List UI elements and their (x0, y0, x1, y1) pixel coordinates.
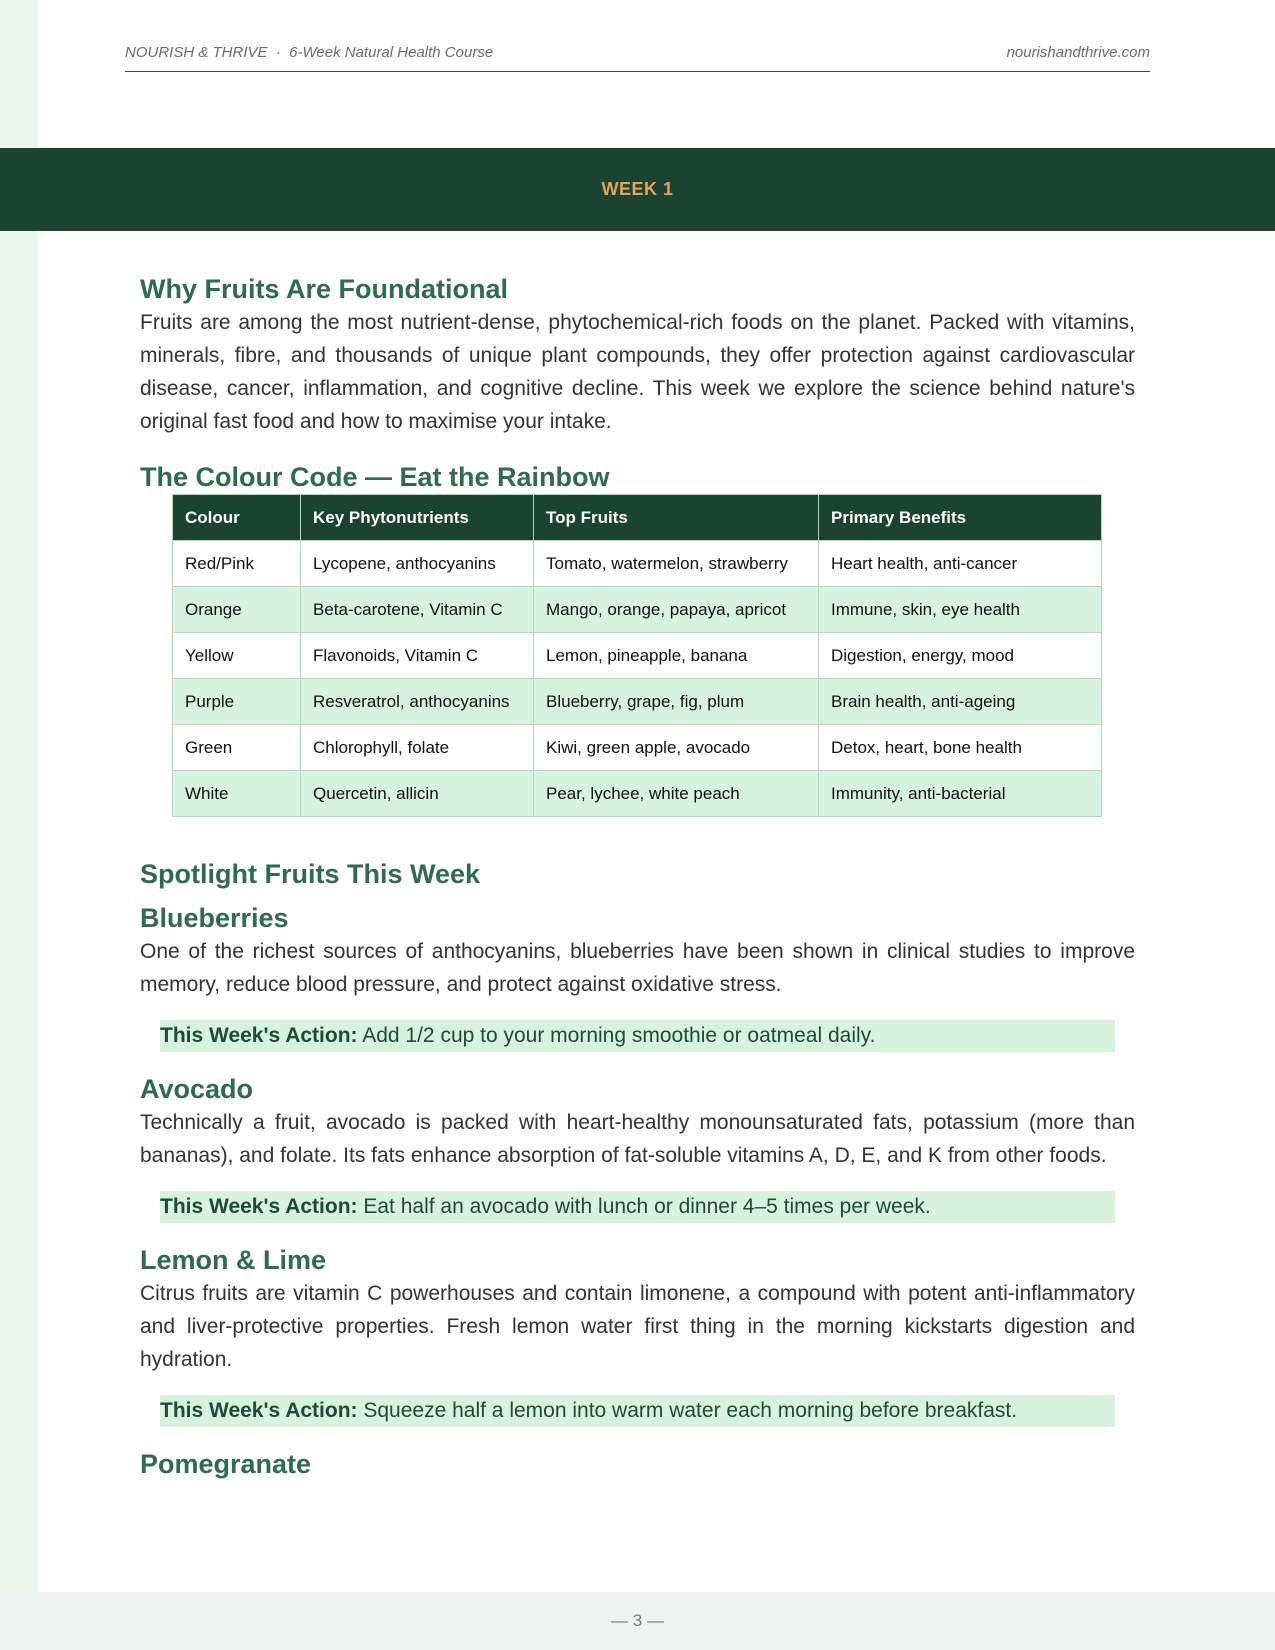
table-cell: Brain health, anti-ageing (819, 679, 1102, 725)
action-box-avocado (160, 1191, 1115, 1223)
page-number: — 3 — (611, 1611, 664, 1630)
colour-code-heading: The Colour Code — Eat the Rainbow (140, 462, 610, 492)
table-cell: Immunity, anti-bacterial (819, 771, 1102, 817)
table-cell: Mango, orange, papaya, apricot (534, 587, 819, 633)
fruit-body-lemon-lime: Citrus fruits are vitamin C powerhouses and contain limonene, a compound with potent anti-inflammatory and liver-protective properties. Fresh lemon water first thing in the morning kickstarts digestion and hydration. (140, 1282, 1135, 1371)
table-row (173, 587, 1102, 633)
table-cell: Kiwi, green apple, avocado (534, 725, 819, 771)
table-cell: Purple (173, 679, 301, 725)
running-header (125, 42, 1150, 72)
table-cell: Chlorophyll, folate (301, 725, 534, 771)
intro-heading: Why Fruits Are Foundational (140, 274, 508, 304)
table-cell: Beta-carotene, Vitamin C (301, 587, 534, 633)
action-box-lemon-lime (160, 1395, 1115, 1427)
main-content (140, 272, 1135, 1481)
fruit-heading-blueberries: Blueberries (140, 903, 289, 933)
table-cell: Pear, lychee, white peach (534, 771, 819, 817)
table-cell: Orange (173, 587, 301, 633)
table-cell: Immune, skin, eye health (819, 587, 1102, 633)
page-footer (0, 1592, 1275, 1650)
table-cell: Tomato, watermelon, strawberry (534, 541, 819, 587)
intro-body: Fruits are among the most nutrient-dense, phytochemical-rich foods on the planet. Packed with vitamins, minerals, fibre, and thousands of unique plant compounds, they offer protection against cardiovascular disease, cancer, inflammation, and cognitive decline. This week we explore the science behind nature's original fast food and how to maximise your intake. (140, 311, 1135, 433)
action-label: This Week's Action: (160, 1024, 358, 1047)
table-cell: Red/Pink (173, 541, 301, 587)
header-website: nourishandthrive.com (1006, 44, 1150, 61)
table-header-row (173, 495, 1102, 541)
table-row (173, 679, 1102, 725)
fruit-body-avocado: Technically a fruit, avocado is packed with heart-healthy monounsaturated fats, potassium (more than bananas), and folate. Its fats enhance absorption of fat-soluble vitamins A, D, E, and K from other foods. (140, 1111, 1135, 1167)
fruit-body-blueberries: One of the richest sources of anthocyanins, blueberries have been shown in clinical studies to improve memory, reduce blood pressure, and protect against oxidative stress. (140, 940, 1135, 996)
column-header: Primary Benefits (819, 495, 1102, 541)
action-box-blueberries (160, 1020, 1115, 1052)
spotlight-heading: Spotlight Fruits This Week (140, 859, 481, 889)
table-cell: Lemon, pineapple, banana (534, 633, 819, 679)
action-text: Add 1/2 cup to your morning smoothie or oatmeal daily. (362, 1024, 876, 1047)
week-banner (0, 148, 1275, 231)
column-header: Key Phytonutrients (301, 495, 534, 541)
action-text: Eat half an avocado with lunch or dinner 4–5 times per week. (363, 1195, 931, 1218)
table-cell: Yellow (173, 633, 301, 679)
table-row (173, 725, 1102, 771)
fruit-heading-avocado: Avocado (140, 1074, 254, 1104)
table-row (173, 541, 1102, 587)
table-cell: White (173, 771, 301, 817)
action-label: This Week's Action: (160, 1399, 358, 1422)
fruit-heading-lemon-lime: Lemon & Lime (140, 1245, 327, 1275)
table-cell: Digestion, energy, mood (819, 633, 1102, 679)
side-strip (0, 0, 38, 1650)
table-cell: Heart health, anti-cancer (819, 541, 1102, 587)
action-label: This Week's Action: (160, 1195, 358, 1218)
table-cell: Detox, heart, bone health (819, 725, 1102, 771)
table-cell: Green (173, 725, 301, 771)
action-text: Squeeze half a lemon into warm water each morning before breakfast. (363, 1399, 1018, 1422)
table-cell: Lycopene, anthocyanins (301, 541, 534, 587)
table-cell: Resveratrol, anthocyanins (301, 679, 534, 725)
fruit-heading-pomegranate: Pomegranate (140, 1449, 312, 1479)
table-row (173, 771, 1102, 817)
week-label: WEEK 1 (601, 179, 674, 199)
colour-code-table (172, 494, 1102, 817)
table-row (173, 633, 1102, 679)
table-cell: Quercetin, allicin (301, 771, 534, 817)
column-header: Colour (173, 495, 301, 541)
header-course-title: NOURISH & THRIVE · 6-Week Natural Health Course (125, 44, 494, 61)
table-cell: Flavonoids, Vitamin C (301, 633, 534, 679)
table-cell: Blueberry, grape, fig, plum (534, 679, 819, 725)
column-header: Top Fruits (534, 495, 819, 541)
